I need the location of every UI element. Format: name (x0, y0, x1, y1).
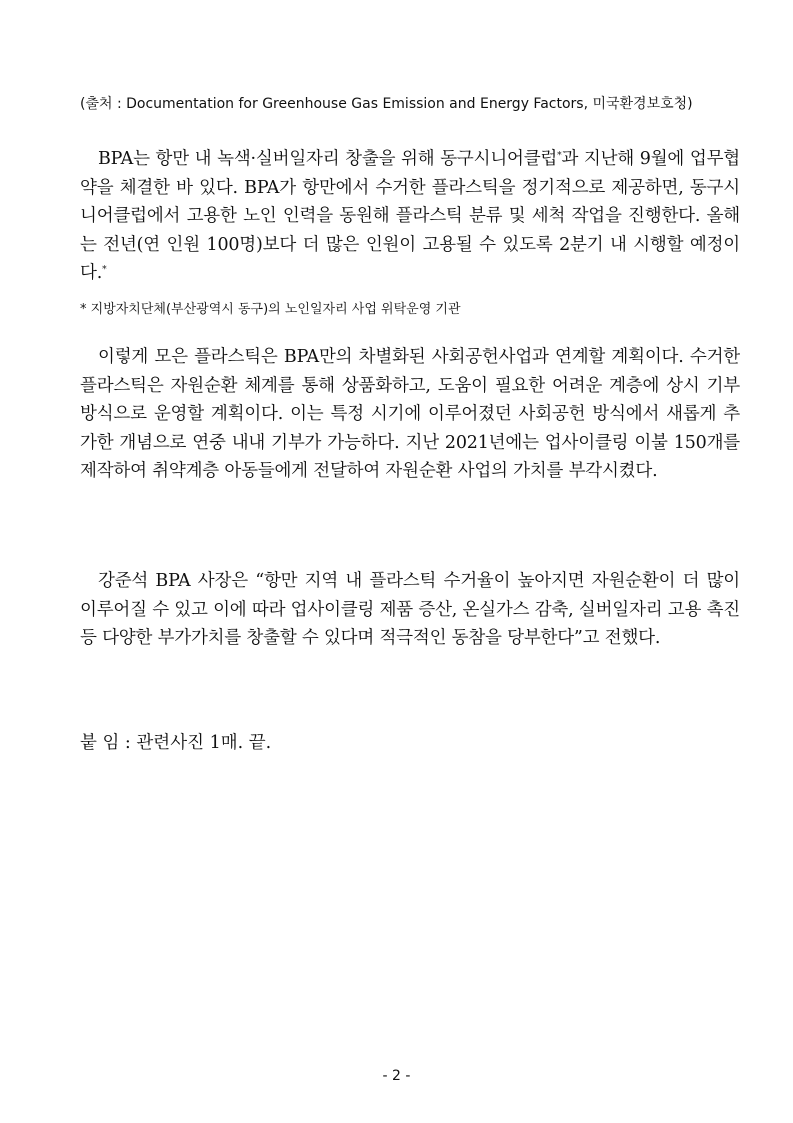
paragraph-senior-club (80, 145, 740, 288)
paragraph-text-part: 과 지난해 9월에 업무협약을 체결한 바 있다. BPA가 항만에서 수거한 플라스틱을 정기적으로 제공하면, 동구시니어클럽에서 고용한 노인 인력을 동원해 플라스틱 분류 및 세척 작업을 진행한다. 올해는 전년(연 인원 100명)보다 더 많은 인원이 고용될 수 있도록 2분기 내 시행할 예정이다. (80, 149, 740, 283)
source-note: (출처 : Documentation for Greenhouse Gas Emission and Energy Factors, 미국환경보호청) (80, 96, 693, 112)
footnote: * 지방자치단체(부산광역시 동구)의 노인일자리 사업 위탁운영 기관 (80, 302, 461, 317)
paragraph-social-contribution: 이렇게 모은 플라스틱은 BPA만의 차별화된 사회공헌사업과 연계할 계획이다. 수거한 플라스틱은 자원순환 체계를 통해 상품화하고, 도움이 필요한 어려운 계층에 상시 기부방식으로 운영할 계획이다. 이는 특정 시기에 이루어졌던 사회공헌 방식에서 새롭게 추가한 개념으로 연중 내내 기부가 가능하다. 지난 2021년에는 업사이클링 이불 150개를 제작하여 취약계층 아동들에게 전달하여 자원순환 사업의 가치를 부각시켰다. (80, 347, 740, 481)
footnote-mark: * (557, 151, 562, 161)
page-number: - 2 - (382, 1068, 411, 1084)
footnote-mark: * (102, 265, 107, 275)
paragraph-text-part: BPA는 항만 내 녹색·실버일자리 창출을 위해 동구시니어클럽 (98, 149, 558, 169)
paragraph-ceo-quote: 강준석 BPA 사장은 “항만 지역 내 플라스틱 수거율이 높아지면 자원순환이 더 많이 이루어질 수 있고 이에 따라 업사이클링 제품 증산, 온실가스 감축, 실버일자리 고용 촉진 등 다양한 부가가치를 창출할 수 있다며 적극적인 동참을 당부한다”고 전했다. (80, 571, 740, 648)
attachment-note: 붙 임 : 관련사진 1매. 끝. (80, 733, 272, 753)
